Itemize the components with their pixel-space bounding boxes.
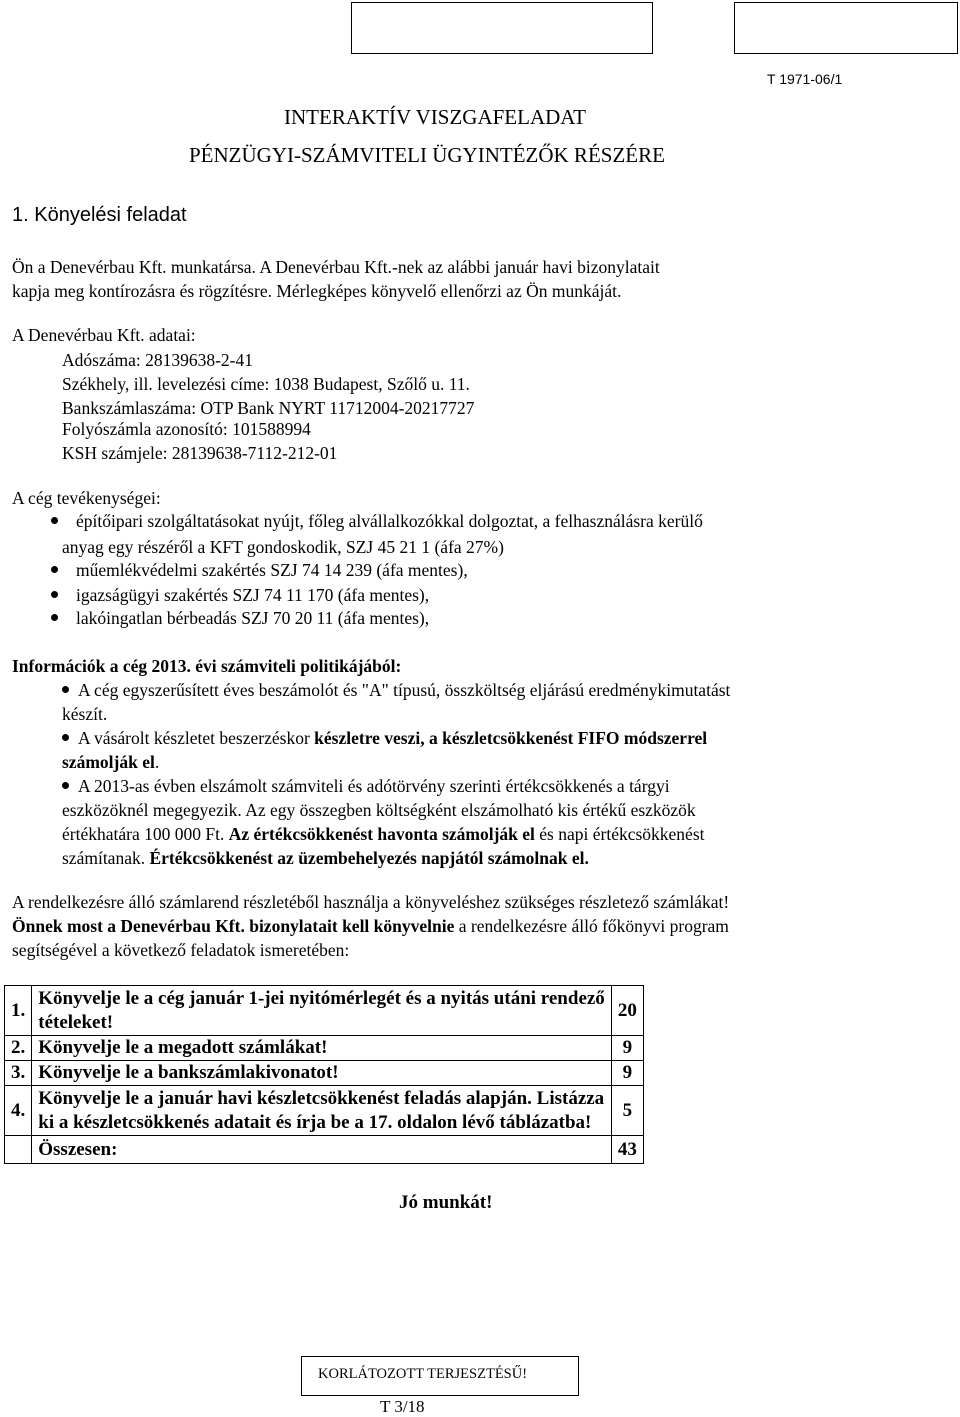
company-address: Székhely, ill. levelezési címe: 1038 Budapest, Szőlő u. 11. — [62, 374, 470, 394]
table-row — [5, 1036, 644, 1061]
task-number: 1. — [5, 986, 32, 1036]
task-line: ki a készletcsökkenés adatait és írja be a 17. oldalon lévő táblázatba! — [38, 1111, 592, 1133]
policy-item-2-line-2 — [62, 750, 159, 774]
policy-item-3-line-3 — [62, 822, 705, 846]
bullet-icon — [62, 686, 69, 693]
instructions-text: a rendelkezésre álló főkönyvi program — [454, 916, 729, 936]
policy-item-2-text: A vásárolt készletet beszerzéskor — [78, 728, 315, 748]
policy-item-3-line-4 — [62, 846, 589, 870]
task-description — [32, 986, 612, 1036]
activity-item: lakóingatlan bérbeadás SZJ 70 20 11 (áfa mentes), — [76, 608, 430, 628]
table-row — [5, 986, 644, 1036]
instructions-line-2 — [12, 914, 729, 938]
total-empty-cell — [5, 1136, 32, 1164]
policy-item-3-emphasis: Az értékcsökkenést havonta számolják el — [228, 824, 535, 844]
policy-item-1-line-2: készít. — [62, 704, 108, 724]
page-number: T 3/18 — [380, 1397, 425, 1416]
company-heading: A Denevérbau Kft. adatai: — [12, 325, 196, 345]
task-description: Könyvelje le a megadott számlákat! — [32, 1036, 612, 1061]
table-row-total — [5, 1136, 644, 1164]
policy-heading: Információk a cég 2013. évi számviteli politikájából: — [12, 656, 402, 676]
task-description — [32, 1086, 612, 1136]
company-ksh: KSH számjele: 28139638-7112-212-01 — [62, 443, 338, 463]
policy-item-2-emphasis: készletre veszi, a készletcsökkenést FIFO módszerrel — [314, 728, 708, 748]
total-label: Összesen: — [32, 1136, 612, 1164]
task-points: 5 — [611, 1086, 643, 1136]
table-row — [5, 1061, 644, 1086]
code-box-right — [734, 2, 958, 54]
activity-item-continued: anyag egy részéről a KFT gondoskodik, SZJ 45 21 1 (áfa 27%) — [62, 537, 504, 557]
policy-item-1-line-1: A cég egyszerűsített éves beszámolót és "A" típusú, összköltség eljárású eredménykimutatást — [78, 680, 731, 700]
activity-item: építőipari szolgáltatásokat nyújt, főleg alvállalkozókkal dolgoztat, a felhasználásra kerülő — [76, 511, 703, 531]
section-heading: 1. Könyelési feladat — [12, 204, 187, 226]
task-line: Könyvelje le a cég január 1-jei nyitómérlegét és a nyitás utáni rendező — [38, 987, 605, 1009]
task-line: Könyvelje le a január havi készletcsökkenést feladás alapján. Listázza — [38, 1087, 605, 1109]
activity-item: műemlékvédelmi szakértés SZJ 74 14 239 (áfa mentes), — [76, 560, 468, 580]
task-points: 9 — [611, 1061, 643, 1086]
activities-heading: A cég tevékenységei: — [12, 488, 161, 508]
policy-item-3-text-2: számítanak. — [62, 848, 150, 868]
policy-item-2-end: . — [154, 752, 160, 772]
title-line-2: PÉNZÜGYI-SZÁMVITELI ÜGYINTÉZŐK RÉSZÉRE — [189, 143, 665, 167]
bullet-icon — [51, 614, 58, 621]
task-number: 2. — [5, 1036, 32, 1061]
policy-item-2-emphasis-2: számolják el — [62, 752, 155, 772]
instructions-line-3: segítségével a következő feladatok ismeretében: — [12, 940, 350, 960]
table-row — [5, 1086, 644, 1136]
company-account-id: Folyószámla azonosító: 101588994 — [62, 419, 311, 439]
company-tax-number: Adószáma: 28139638-2-41 — [62, 350, 254, 370]
title-line-1: INTERAKTÍV VISZGAFELADAT — [284, 105, 586, 129]
total-points: 43 — [611, 1136, 643, 1164]
code-box-left — [351, 2, 653, 54]
document-code: T 1971-06/1 — [767, 71, 843, 87]
tasks-table — [4, 985, 644, 1164]
activity-item: igazságügyi szakértés SZJ 74 11 170 (áfa mentes), — [76, 585, 430, 605]
task-description: Könyvelje le a bankszámlakivonatot! — [32, 1061, 612, 1086]
instructions-emphasis: Önnek most a Denevérbau Kft. bizonylatait kell könyvelnie — [12, 916, 455, 936]
policy-item-3-end: és napi értékcsökkenést — [534, 824, 705, 844]
bullet-icon — [51, 517, 58, 524]
policy-item-3-emphasis-2: Értékcsökkenést az üzembehelyezés napjától számolnak el. — [149, 848, 589, 868]
intro-line-2: kapja meg kontírozásra és rögzítésre. Mérlegképes könyvelő ellenőrzi az Ön munkáját. — [12, 281, 622, 301]
task-points: 9 — [611, 1036, 643, 1061]
closing-text: Jó munkát! — [399, 1192, 493, 1213]
bullet-icon — [62, 782, 69, 789]
intro-line-1: Ön a Denevérbau Kft. munkatársa. A Denevérbau Kft.-nek az alábbi január havi bizonylatait — [12, 257, 660, 277]
restricted-label: KORLÁTOZOTT TERJESZTÉSŰ! — [318, 1366, 528, 1382]
task-points: 20 — [611, 986, 643, 1036]
bullet-icon — [62, 734, 69, 741]
policy-item-3-line-1: A 2013-as évben elszámolt számviteli és adótörvény szerinti értékcsökkenés a tárgyi — [78, 776, 670, 796]
policy-item-2-line-1 — [78, 726, 707, 750]
policy-item-3-line-2: eszközöknél megegyezik. Az egy összegben költségként elszámolható kis értékű eszközök — [62, 800, 696, 820]
task-line: tételeket! — [38, 1011, 114, 1033]
company-bank-account: Bankszámlaszáma: OTP Bank NYRT 11712004-20217727 — [62, 398, 475, 418]
bullet-icon — [51, 566, 58, 573]
bullet-icon — [51, 591, 58, 598]
instructions-line-1: A rendelkezésre álló számlarend részletéből használja a könyveléshez szükséges részletező számlákat! — [12, 892, 730, 912]
task-number: 4. — [5, 1086, 32, 1136]
task-number: 3. — [5, 1061, 32, 1086]
policy-item-3-text: értékhatára 100 000 Ft. — [62, 824, 229, 844]
